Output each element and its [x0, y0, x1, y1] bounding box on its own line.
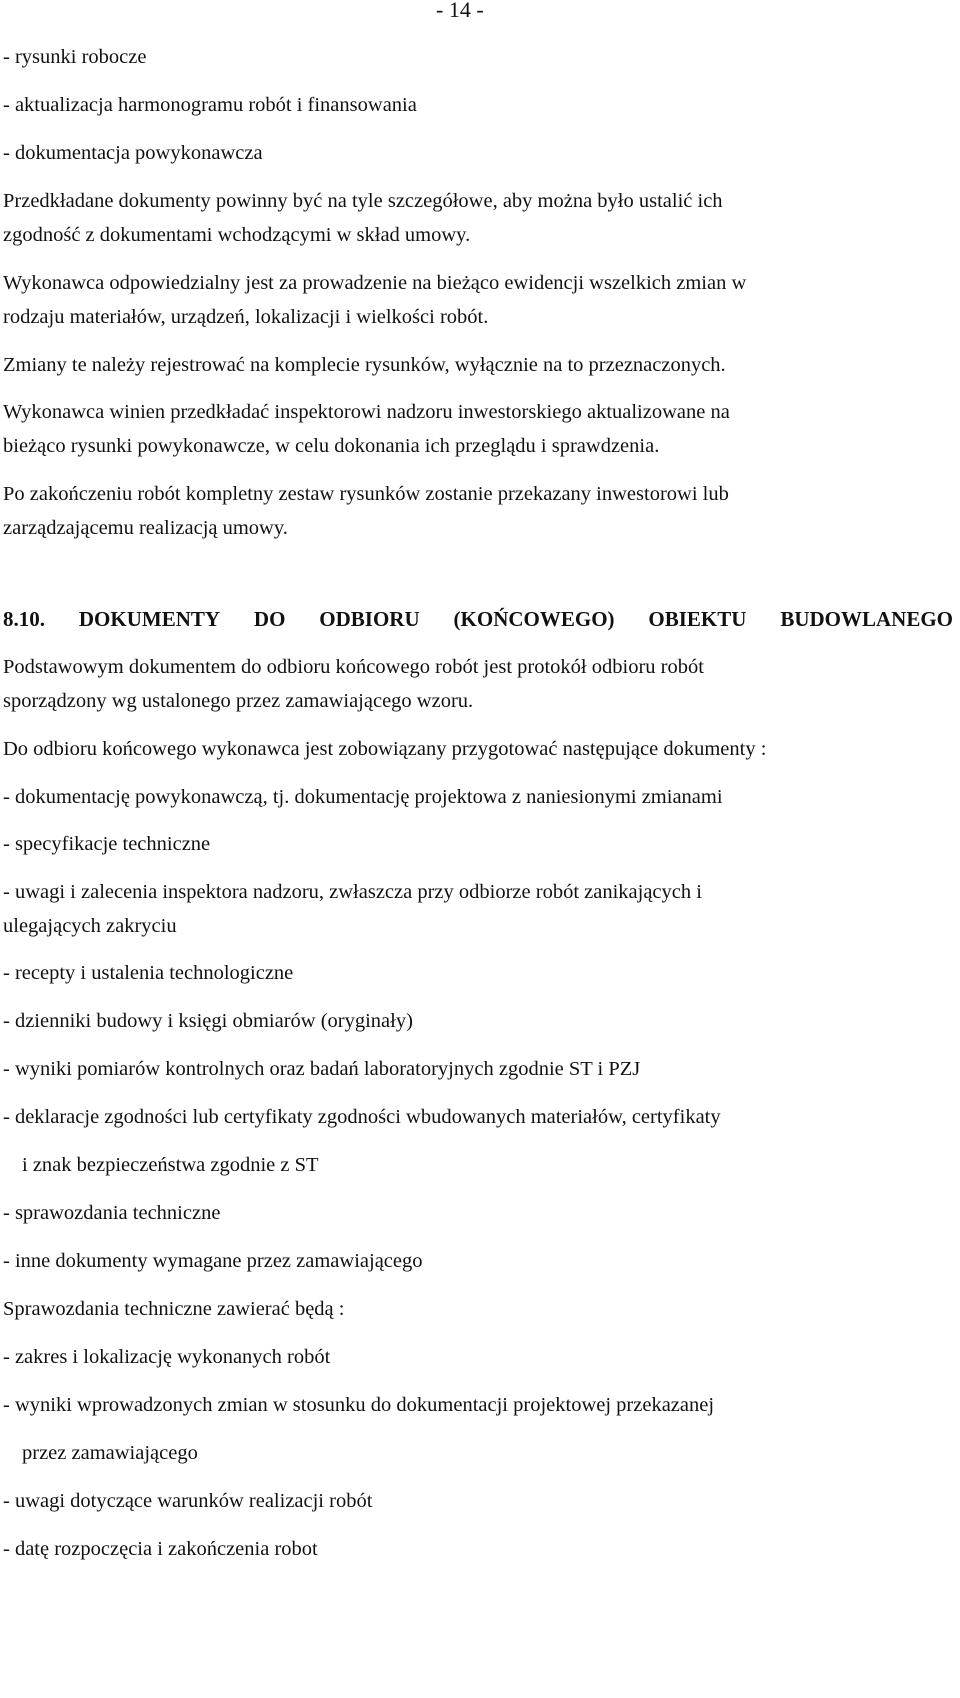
paragraph-line: Wykonawca winien przedkładać inspektorowi nadzoru inwestorskiego aktualizowane na	[3, 401, 730, 423]
list-item: - uwagi dotyczące warunków realizacji robót	[3, 1490, 373, 1512]
list-item: - dokumentację powykonawczą, tj. dokumentację projektowa z naniesionymi zmianami	[3, 786, 723, 808]
list-item: przez zamawiającego	[22, 1442, 198, 1464]
list-item: - uwagi i zalecenia inspektora nadzoru, zwłaszcza przy odbiorze robót zanikających i	[3, 881, 702, 903]
paragraph-line: Do odbioru końcowego wykonawca jest zobowiązany przygotować następujące dokumenty :	[3, 738, 767, 760]
paragraph-line: bieżąco rysunki powykonawcze, w celu dokonania ich przeglądu i sprawdzenia.	[3, 435, 660, 457]
list-item: - deklaracje zgodności lub certyfikaty zgodności wbudowanych materiałów, certyfikaty	[3, 1106, 721, 1128]
list-item: - wyniki wprowadzonych zmian w stosunku do dokumentacji projektowej przekazanej	[3, 1394, 715, 1416]
paragraph-line: zarządzającemu realizacją umowy.	[3, 517, 288, 539]
paragraph-line: Po zakończeniu robót kompletny zestaw rysunków zostanie przekazany inwestorowi lub	[3, 483, 729, 505]
list-item: - inne dokumenty wymagane przez zamawiającego	[3, 1250, 423, 1272]
heading-word: ODBIORU	[319, 607, 420, 631]
paragraph-line: Wykonawca odpowiedzialny jest za prowadzenie na bieżąco ewidencji wszelkich zmian w	[3, 272, 747, 294]
heading-word: DO	[253, 607, 286, 631]
paragraph-line: Zmiany te należy rejestrować na komplecie rysunków, wyłącznie na to przeznaczonych.	[3, 354, 726, 376]
list-item: - datę rozpoczęcia i zakończenia robot	[3, 1538, 318, 1560]
list-item: - wyniki pomiarów kontrolnych oraz badań laboratoryjnych zgodnie ST i PZJ	[3, 1058, 641, 1080]
heading-word: (KOŃCOWEGO)	[453, 607, 615, 631]
list-item: - recepty i ustalenia technologiczne	[3, 962, 294, 984]
list-item: - specyfikacje techniczne	[3, 833, 211, 855]
list-item: - dokumentacja powykonawcza	[3, 142, 263, 164]
list-item: - aktualizacja harmonogramu robót i finansowania	[3, 94, 417, 116]
heading-word: BUDOWLANEGO	[780, 607, 953, 631]
paragraph-line: Sprawozdania techniczne zawierać będą :	[3, 1298, 345, 1320]
heading-number: 8.10.	[3, 607, 45, 631]
list-item: ulegających zakryciu	[3, 915, 177, 937]
list-item: - dzienniki budowy i księgi obmiarów (oryginały)	[3, 1010, 413, 1032]
list-item: - sprawozdania techniczne	[3, 1202, 221, 1224]
paragraph-line: sporządzony wg ustalonego przez zamawiającego wzoru.	[3, 690, 474, 712]
paragraph-line: Przedkładane dokumenty powinny być na tyle szczegółowe, aby można było ustalić ich	[3, 190, 723, 212]
list-item: i znak bezpieczeństwa zgodnie z ST	[22, 1154, 319, 1176]
paragraph-line: rodzaju materiałów, urządzeń, lokalizacji i wielkości robót.	[3, 306, 489, 328]
heading-word: OBIEKTU	[648, 607, 747, 631]
page-number: - 14 -	[436, 0, 484, 22]
heading-word: DOKUMENTY	[78, 607, 221, 631]
list-item: - rysunki robocze	[3, 46, 147, 68]
paragraph-line: Podstawowym dokumentem do odbioru końcowego robót jest protokół odbioru robót	[3, 656, 704, 678]
list-item: - zakres i lokalizację wykonanych robót	[3, 1346, 331, 1368]
section-heading	[3, 609, 953, 630]
paragraph-line: zgodność z dokumentami wchodzącymi w skład umowy.	[3, 224, 471, 246]
